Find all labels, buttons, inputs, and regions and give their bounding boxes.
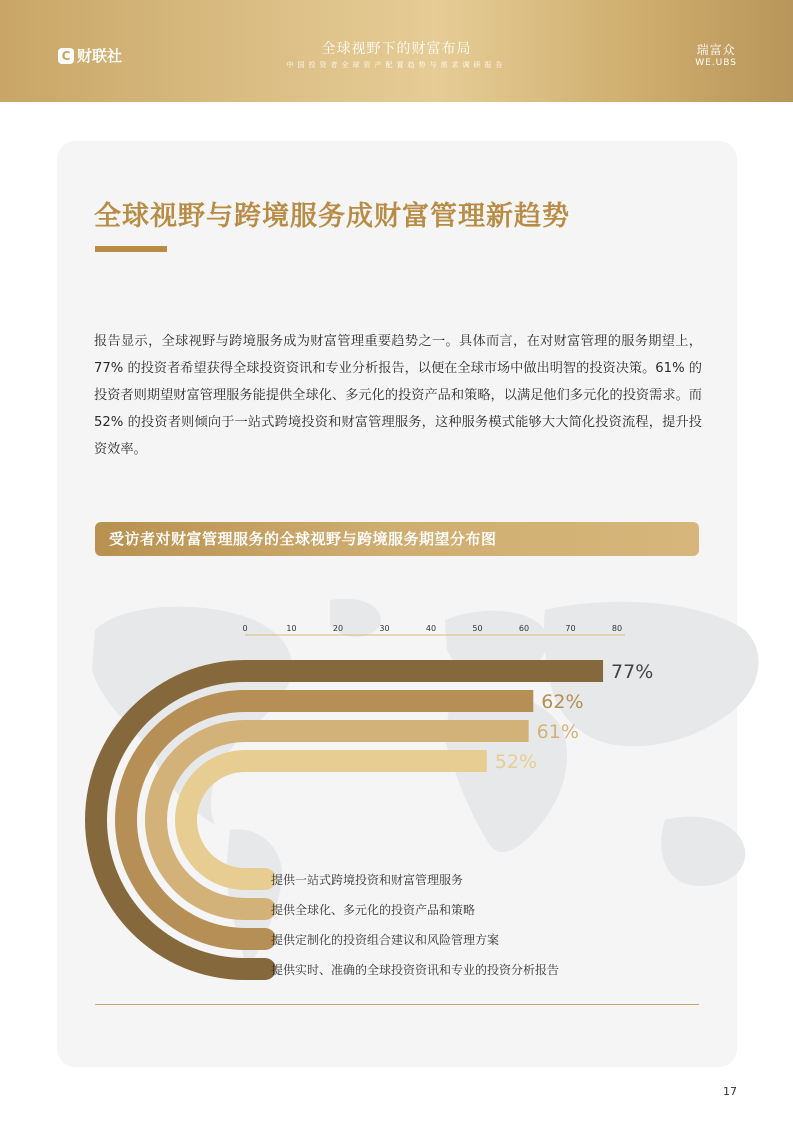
- value-label-2: 62%: [541, 691, 584, 713]
- cls-logo-mark: C: [58, 48, 74, 64]
- category-label-3: 提供全球化、多元化的投资产品和策略: [271, 903, 476, 917]
- category-label-2: 提供定制化的投资组合建议和风险管理方案: [271, 933, 500, 947]
- x-tick-label: 20: [332, 624, 344, 633]
- expectation-chart: [0, 560, 793, 980]
- value-label-3: 61%: [536, 721, 579, 743]
- value-label-1: 77%: [611, 661, 654, 683]
- page-number: 17: [723, 1085, 737, 1098]
- x-tick-label: 40: [425, 624, 437, 633]
- x-tick-label: 10: [286, 624, 297, 633]
- bottom-divider: [95, 1004, 699, 1005]
- report-title: 全球视野下的财富布局: [321, 41, 472, 57]
- header-bar: [0, 0, 793, 102]
- x-tick-label: 80: [611, 624, 623, 633]
- bar-4: [175, 750, 487, 890]
- value-label-4: 52%: [494, 751, 538, 773]
- weubs-logo: [695, 44, 737, 68]
- section-body: 报告显示，全球视野与跨境服务成为财富管理重要趋势之一。具体而言，在对财富管理的服务期望上，77% 的投资者希望获得全球投资资讯和专业分析报告，以便在全球市场中做出明智的投资决策。61% 的投资者则期望财富管理服务能提供全球化、多元化的投资产品和策略，以满足他们多元化的投资需求。而 52% 的投资者则倾向于一站式跨境投资和财富管理服务，这种服务模式能够大大简化投资流程，提升投资效率。: [94, 334, 702, 457]
- chart-title-banner: 受访者对财富管理服务的全球视野与跨境服务期望分布图: [95, 522, 699, 556]
- category-label-1: 提供实时、准确的全球投资资讯和专业的投资分析报告: [271, 963, 560, 977]
- weubs-logo-en: WE.UBS: [695, 57, 737, 68]
- x-tick-label: 30: [379, 624, 390, 633]
- x-tick-label: 50: [472, 624, 483, 633]
- cls-logo-text: 财联社: [77, 47, 123, 65]
- x-tick-label: 60: [518, 624, 530, 633]
- map-australia: [661, 817, 745, 886]
- weubs-logo-cn: 瑞富众: [696, 43, 736, 57]
- category-label-4: 提供一站式跨境投资和财富管理服务: [271, 873, 464, 887]
- section-title: 全球视野与跨境服务成财富管理新趋势: [94, 201, 570, 232]
- title-underline: [95, 246, 167, 252]
- x-tick-label: 70: [565, 624, 576, 633]
- report-subtitle: 中国投资者全球资产配置趋势与需求调研报告: [286, 61, 507, 69]
- x-tick-label: 0: [242, 624, 248, 633]
